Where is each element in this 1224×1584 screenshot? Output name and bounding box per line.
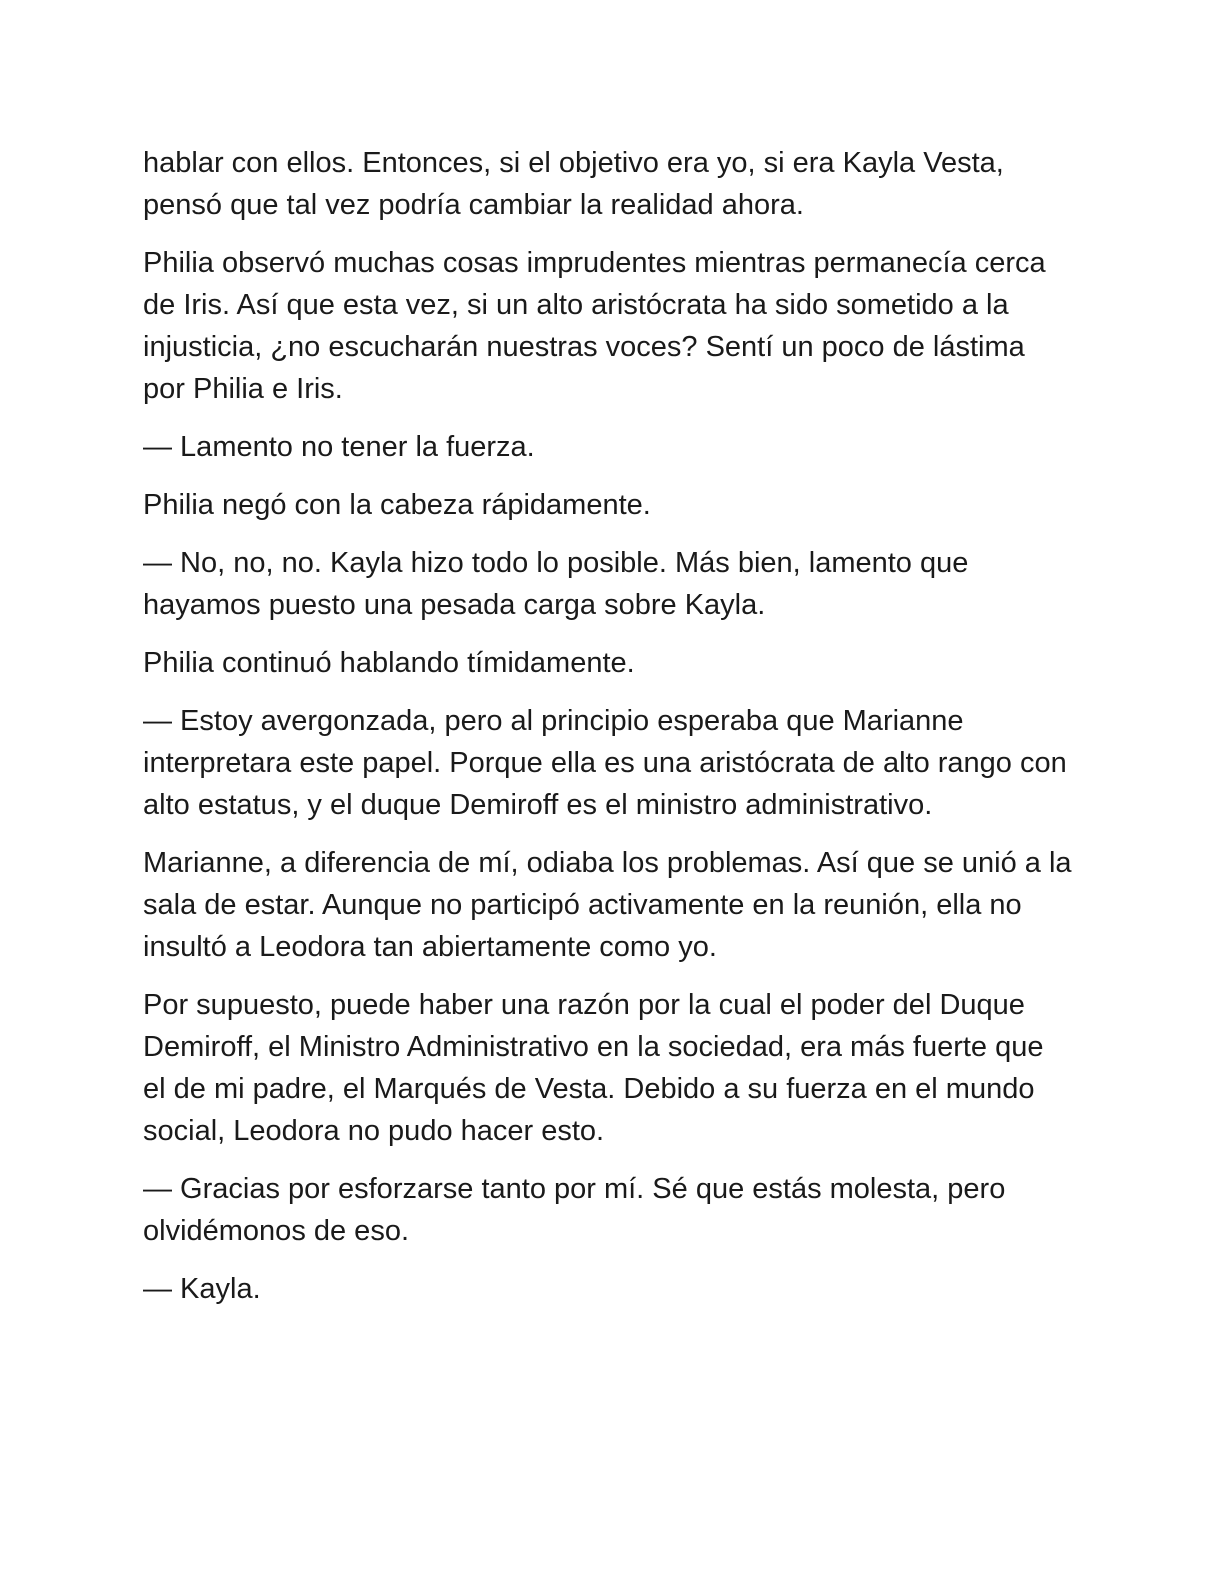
paragraph-9: Por supuesto, puede haber una razón por la cual el poder del Duque Demiroff, el Ministro Administrativo en la sociedad, era más fuerte que el de mi padre, el Marqués de Vesta. Debido a su fuerza en el mundo social, Leodora no pudo hacer esto. <box>143 989 1044 1147</box>
paragraph-7: — Estoy avergonzada, pero al principio esperaba que Marianne interpretara este papel. Porque ella es una aristócrata de alto rango con alto estatus, y el duque Demiroff es el ministro administrativo. <box>143 705 1067 821</box>
paragraph-3: — Lamento no tener la fuerza. <box>143 431 535 463</box>
paragraph-5: — No, no, no. Kayla hizo todo lo posible. Más bien, lamento que hayamos puesto una pesada carga sobre Kayla. <box>143 547 969 621</box>
paragraph-1: hablar con ellos. Entonces, si el objetivo era yo, si era Kayla Vesta, pensó que tal vez podría cambiar la realidad ahora. <box>143 147 1004 221</box>
paragraph-4: Philia negó con la cabeza rápidamente. <box>143 489 651 521</box>
document-page <box>143 142 1073 1326</box>
paragraph-8: Marianne, a diferencia de mí, odiaba los problemas. Así que se unió a la sala de estar. Aunque no participó activamente en la reunión, ella no insultó a Leodora tan abiertamente como yo. <box>143 847 1072 963</box>
paragraph-10: — Gracias por esforzarse tanto por mí. Sé que estás molesta, pero olvidémonos de eso. <box>143 1173 1006 1247</box>
paragraph-2: Philia observó muchas cosas imprudentes mientras permanecía cerca de Iris. Así que esta vez, si un alto aristócrata ha sido sometido a la injusticia, ¿no escucharán nuestras voces? Sentí un poco de lástima por Philia e Iris. <box>143 247 1046 405</box>
paragraph-6: Philia continuó hablando tímidamente. <box>143 647 635 679</box>
paragraph-11: — Kayla. <box>143 1273 261 1305</box>
